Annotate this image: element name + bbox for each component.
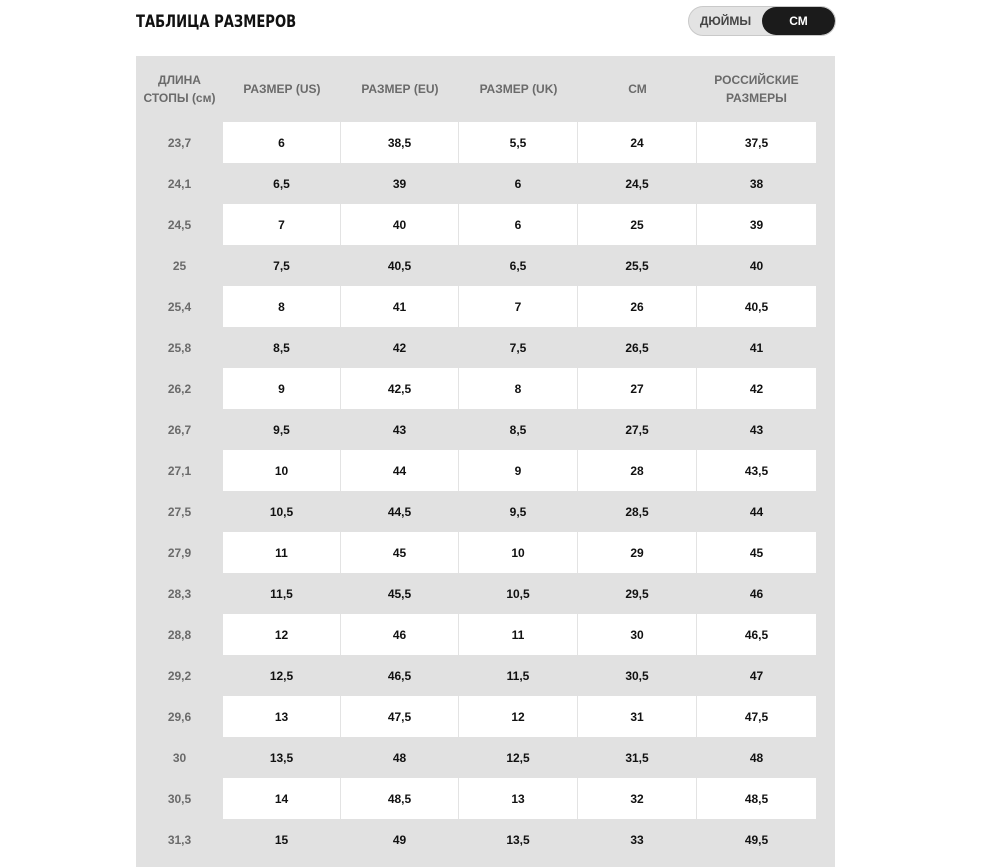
- size-eu-cell: 46: [341, 614, 459, 655]
- size-us-cell: 7: [223, 204, 341, 245]
- size-us-cell: 11: [223, 532, 341, 573]
- foot-length-cell: 26,7: [167, 422, 192, 437]
- size-uk-cell: 6,5: [459, 245, 578, 286]
- cm-cell: 33: [578, 819, 697, 860]
- unit-inches-option[interactable]: ДЮЙМЫ: [699, 14, 752, 28]
- unit-toggle[interactable]: [688, 6, 836, 36]
- size-us-cell: 14: [223, 778, 341, 819]
- table-row: [136, 573, 835, 614]
- size-uk-cell: 12: [459, 696, 578, 737]
- foot-length-cell: 25: [172, 258, 187, 273]
- size-uk-cell: 8: [459, 368, 578, 409]
- size-uk-cell: 11,5: [459, 655, 578, 696]
- russian-size-cell: 48: [697, 737, 816, 778]
- russian-size-cell: 49,5: [697, 819, 816, 860]
- table-row: [136, 655, 835, 696]
- size-table: [136, 56, 835, 867]
- cm-cell: 24: [578, 122, 697, 163]
- cm-cell: 31: [578, 696, 697, 737]
- table-row: [136, 532, 835, 573]
- foot-length-cell: 29,6: [167, 709, 192, 724]
- russian-size-cell: 45: [697, 532, 816, 573]
- russian-size-cell: 43,5: [697, 450, 816, 491]
- cm-cell: 28: [578, 450, 697, 491]
- size-uk-cell: 5,5: [459, 122, 578, 163]
- size-uk-cell: 7: [459, 286, 578, 327]
- size-us-cell: 10: [223, 450, 341, 491]
- cm-cell: 29,5: [578, 573, 697, 614]
- size-us-cell: 7,5: [223, 245, 341, 286]
- russian-size-cell: 48,5: [697, 778, 816, 819]
- table-row: [136, 368, 835, 409]
- foot-length-cell: 31,3: [167, 832, 192, 847]
- size-eu-cell: 48: [341, 737, 459, 778]
- size-eu-cell: 49: [341, 819, 459, 860]
- foot-length-cell: 29,2: [167, 668, 192, 683]
- size-eu-cell: 39: [341, 163, 459, 204]
- foot-length-cell: 24,5: [167, 217, 192, 232]
- russian-size-cell: 41: [697, 327, 816, 368]
- page-title: ТАБЛИЦА РАЗМЕРОВ: [136, 12, 297, 32]
- russian-size-cell: 46: [697, 573, 816, 614]
- size-us-cell: 8: [223, 286, 341, 327]
- size-eu-cell: 48,5: [341, 778, 459, 819]
- foot-length-cell: 27,5: [167, 504, 192, 519]
- size-eu-cell: 46,5: [341, 655, 459, 696]
- size-us-cell: 9,5: [223, 409, 341, 450]
- size-uk-cell: 6: [459, 204, 578, 245]
- size-eu-cell: 45,5: [341, 573, 459, 614]
- size-eu-cell: 38,5: [341, 122, 459, 163]
- size-us-cell: 15: [223, 819, 341, 860]
- table-row: [136, 327, 835, 368]
- size-eu-cell: 40: [341, 204, 459, 245]
- size-uk-cell: 8,5: [459, 409, 578, 450]
- russian-size-cell: 38: [697, 163, 816, 204]
- russian-size-cell: 40,5: [697, 286, 816, 327]
- size-eu-cell: 44: [341, 450, 459, 491]
- table-row: [136, 163, 835, 204]
- size-us-cell: 13,5: [223, 737, 341, 778]
- header-size-us: РАЗМЕР (US): [243, 82, 321, 96]
- cm-cell: 27,5: [578, 409, 697, 450]
- size-uk-cell: 12,5: [459, 737, 578, 778]
- size-uk-cell: 13,5: [459, 819, 578, 860]
- size-eu-cell: 40,5: [341, 245, 459, 286]
- foot-length-cell: 26,2: [167, 381, 192, 396]
- size-us-cell: 10,5: [223, 491, 341, 532]
- cm-cell: 30: [578, 614, 697, 655]
- russian-size-cell: 37,5: [697, 122, 816, 163]
- table-row: [136, 737, 835, 778]
- table-row: [136, 491, 835, 532]
- table-row: [136, 204, 835, 245]
- cm-cell: 25,5: [578, 245, 697, 286]
- header-cm: СМ: [628, 82, 647, 96]
- size-uk-cell: 10: [459, 532, 578, 573]
- table-header: [136, 56, 835, 122]
- size-eu-cell: 43: [341, 409, 459, 450]
- table-row: [136, 778, 835, 819]
- cm-cell: 25: [578, 204, 697, 245]
- russian-size-cell: 42: [697, 368, 816, 409]
- size-us-cell: 6: [223, 122, 341, 163]
- size-uk-cell: 13: [459, 778, 578, 819]
- cm-cell: 29: [578, 532, 697, 573]
- table-row: [136, 819, 835, 860]
- size-us-cell: 6,5: [223, 163, 341, 204]
- cm-cell: 27: [578, 368, 697, 409]
- size-us-cell: 13: [223, 696, 341, 737]
- table-row: [136, 614, 835, 655]
- cm-cell: 26: [578, 286, 697, 327]
- russian-size-cell: 47,5: [697, 696, 816, 737]
- size-uk-cell: 9: [459, 450, 578, 491]
- cm-cell: 24,5: [578, 163, 697, 204]
- size-us-cell: 11,5: [223, 573, 341, 614]
- cm-cell: 31,5: [578, 737, 697, 778]
- header-russian-size: РОССИЙСКИЕ РАЗМЕРЫ: [714, 73, 799, 105]
- table-row: [136, 245, 835, 286]
- size-us-cell: 9: [223, 368, 341, 409]
- table-body: [136, 122, 835, 860]
- table-row: [136, 450, 835, 491]
- foot-length-cell: 28,3: [167, 586, 192, 601]
- size-uk-cell: 9,5: [459, 491, 578, 532]
- russian-size-cell: 47: [697, 655, 816, 696]
- table-row: [136, 409, 835, 450]
- russian-size-cell: 39: [697, 204, 816, 245]
- foot-length-cell: 30,5: [167, 791, 192, 806]
- foot-length-cell: 23,7: [167, 135, 192, 150]
- table-row: [136, 286, 835, 327]
- foot-length-cell: 27,1: [167, 463, 192, 478]
- cm-cell: 28,5: [578, 491, 697, 532]
- size-eu-cell: 42,5: [341, 368, 459, 409]
- size-uk-cell: 10,5: [459, 573, 578, 614]
- russian-size-cell: 46,5: [697, 614, 816, 655]
- foot-length-cell: 25,8: [167, 340, 192, 355]
- header-size-uk: РАЗМЕР (UK): [479, 82, 558, 96]
- table-row: [136, 696, 835, 737]
- russian-size-cell: 44: [697, 491, 816, 532]
- cm-cell: 26,5: [578, 327, 697, 368]
- size-us-cell: 8,5: [223, 327, 341, 368]
- foot-length-cell: 30: [172, 750, 187, 765]
- russian-size-cell: 43: [697, 409, 816, 450]
- cm-cell: 30,5: [578, 655, 697, 696]
- size-eu-cell: 41: [341, 286, 459, 327]
- header-size-eu: РАЗМЕР (EU): [361, 82, 439, 96]
- size-uk-cell: 7,5: [459, 327, 578, 368]
- size-eu-cell: 45: [341, 532, 459, 573]
- foot-length-cell: 28,8: [167, 627, 192, 642]
- foot-length-cell: 24,1: [167, 176, 192, 191]
- size-uk-cell: 6: [459, 163, 578, 204]
- foot-length-cell: 25,4: [167, 299, 192, 314]
- table-row: [136, 122, 835, 163]
- size-us-cell: 12,5: [223, 655, 341, 696]
- cm-cell: 32: [578, 778, 697, 819]
- unit-cm-option[interactable]: СМ: [762, 7, 835, 35]
- size-eu-cell: 42: [341, 327, 459, 368]
- size-us-cell: 12: [223, 614, 341, 655]
- header-foot-length: ДЛИНА СТОПЫ (см): [143, 73, 216, 105]
- russian-size-cell: 40: [697, 245, 816, 286]
- size-uk-cell: 11: [459, 614, 578, 655]
- size-eu-cell: 47,5: [341, 696, 459, 737]
- size-eu-cell: 44,5: [341, 491, 459, 532]
- foot-length-cell: 27,9: [167, 545, 192, 560]
